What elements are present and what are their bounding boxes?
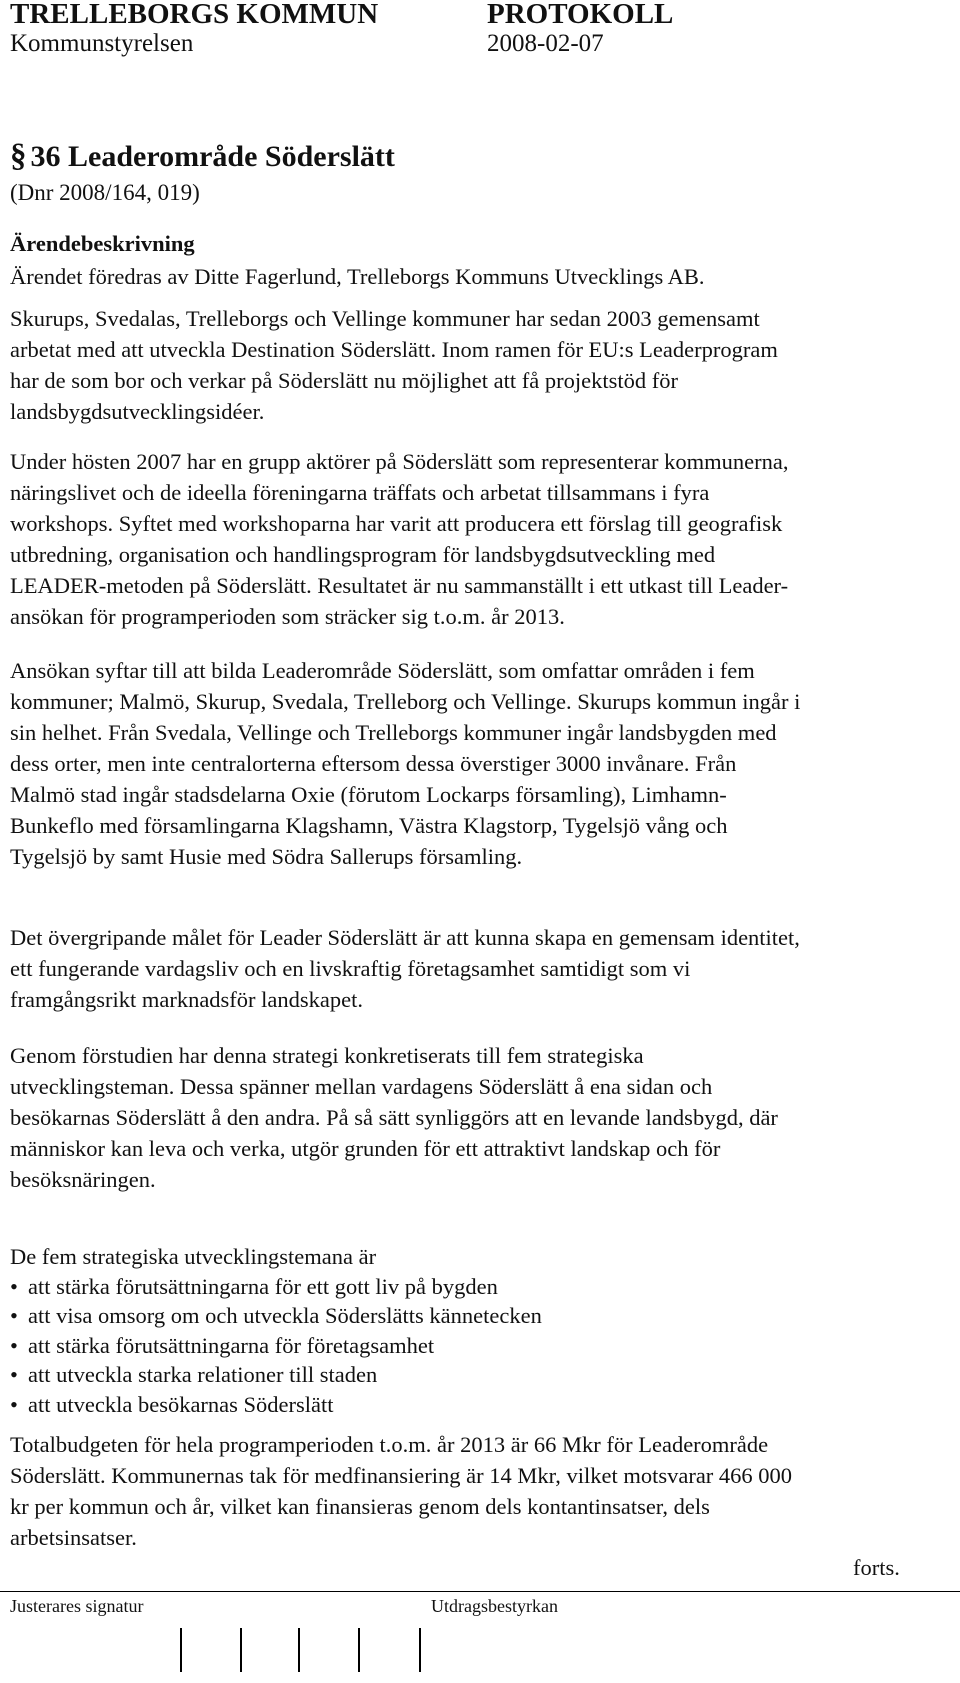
list-item: • att visa omsorg om och utveckla Söderslätts kännetecken <box>10 1301 542 1331</box>
paragraph-line: ett fungerande vardagsliv och en livskraftig företagsamhet samtidigt som vi <box>10 956 691 981</box>
paragraph-line: Tygelsjö by samt Husie med Södra Sallerups församling. <box>10 844 523 869</box>
section-title: 36 Leaderområde Söderslätt <box>30 140 395 173</box>
paragraph-strategy <box>10 1040 940 1195</box>
paragraph-line: framgångsrikt marknadsför landskapet. <box>10 987 364 1012</box>
themes-list <box>10 1242 542 1420</box>
paragraph-line: ansökan för programperioden som sträcker sig t.o.m. år 2013. <box>10 604 565 629</box>
paragraph-line: sin helhet. Från Svedala, Vellinge och Trelleborgs kommuner ingår landsbygden med <box>10 720 777 745</box>
themes-intro: De fem strategiska utvecklingstemana är <box>10 1244 377 1269</box>
case-description <box>10 227 940 293</box>
paragraph-area <box>10 655 940 872</box>
paragraph-line: Genom förstudien har denna strategi konkretiserats till fem strategiska <box>10 1043 644 1068</box>
signature-box-divider <box>240 1628 242 1672</box>
paragraph-line: besökarnas Söderslätt å den andra. På så sätt synliggörs att en levande landsbygd, där <box>10 1105 778 1130</box>
meeting-date: 2008-02-07 <box>487 30 604 57</box>
signature-label: Justerares signatur <box>10 1596 144 1616</box>
paragraph-line: Ansökan syftar till att bilda Leaderområde Söderslätt, som omfattar områden i fem <box>10 658 755 683</box>
paragraph-line: Det övergripande målet för Leader Söderslätt är att kunna skapa en gemensam identitet, <box>10 925 800 950</box>
signature-box-divider <box>180 1628 182 1672</box>
org-name: TRELLEBORGS KOMMUN <box>10 0 379 30</box>
diary-number: (Dnr 2008/164, 019) <box>10 180 200 205</box>
bullet: • <box>10 1391 18 1417</box>
continued-note: forts. <box>853 1555 900 1580</box>
paragraph-line: människor kan leva och verka, utgör grunden för ett attraktivt landskap och för <box>10 1136 721 1161</box>
paragraph-line: workshops. Syftet med workshoparna har varit att producera ett förslag till geografisk <box>10 511 783 536</box>
list-item: • att utveckla besökarnas Söderslätt <box>10 1390 542 1420</box>
paragraph-goal <box>10 922 940 1015</box>
section-heading <box>10 138 395 175</box>
paragraph-line: har de som bor och verkar på Söderslätt nu möjlighet att få projektstöd för <box>10 368 678 393</box>
subheading-arendebeskrivning: Ärendebeskrivning <box>10 231 195 256</box>
paragraph-line: Ärendet föredras av Ditte Fagerlund, Trelleborgs Kommuns Utvecklings AB. <box>10 264 705 289</box>
paragraph-line: utbredning, organisation och handlingsprogram för landsbygdsutveckling med <box>10 542 716 567</box>
list-item: • att stärka förutsättningarna för företagsamhet <box>10 1331 542 1361</box>
signature-box-divider <box>298 1628 300 1672</box>
paragraph-line: arbetsinsatser. <box>10 1525 137 1550</box>
certification-label: Utdragsbestyrkan <box>431 1596 558 1616</box>
section-mark: § <box>10 138 27 174</box>
paragraph-line: arbetat med att utveckla Destination Söderslätt. Inom ramen för EU:s Leaderprogram <box>10 337 778 362</box>
bullet: • <box>10 1332 18 1358</box>
paragraph-workshops <box>10 446 940 632</box>
paragraph-line: Malmö stad ingår stadsdelarna Oxie (förutom Lockarps församling), Limhamn- <box>10 782 727 807</box>
signature-box-divider <box>419 1628 421 1672</box>
paragraph-intro <box>10 303 940 427</box>
paragraph-line: Bunkeflo med församlingarna Klagshamn, Västra Klagstorp, Tygelsjö vång och <box>10 813 728 838</box>
paragraph-line: dess orter, men inte centralorterna eftersom dessa överstiger 3000 invånare. Från <box>10 751 737 776</box>
paragraph-line: kr per kommun och år, vilket kan finansieras genom dels kontantinsatser, dels <box>10 1494 710 1519</box>
paragraph-line: utvecklingsteman. Dessa spänner mellan vardagens Söderslätt å ena sidan och <box>10 1074 713 1099</box>
paragraph-line: näringslivet och de ideella föreningarna träffats och arbetat tillsammans i fyra <box>10 480 710 505</box>
paragraph-line: besöksnäringen. <box>10 1167 156 1192</box>
committee-name: Kommunstyrelsen <box>10 30 194 57</box>
paragraph-line: Under hösten 2007 har en grupp aktörer på Söderslätt som representerar kommunerna, <box>10 449 789 474</box>
list-item: • att utveckla starka relationer till staden <box>10 1360 542 1390</box>
paragraph-line: Totalbudgeten för hela programperioden t.o.m. år 2013 är 66 Mkr för Leaderområde <box>10 1432 769 1457</box>
bullet: • <box>10 1303 18 1329</box>
doc-type: PROTOKOLL <box>487 0 674 30</box>
bullet: • <box>10 1273 18 1299</box>
list-item: • att stärka förutsättningarna för ett gott liv på bygden <box>10 1272 542 1302</box>
paragraph-line: Söderslätt. Kommunernas tak för medfinansiering är 14 Mkr, vilket motsvarar 466 000 <box>10 1463 793 1488</box>
signature-box-divider <box>358 1628 360 1672</box>
paragraph-line: landsbygdsutvecklingsidéer. <box>10 399 265 424</box>
paragraph-line: Skurups, Svedalas, Trelleborgs och Vellinge kommuner har sedan 2003 gemensamt <box>10 306 760 331</box>
paragraph-line: LEADER-metoden på Söderslätt. Resultatet är nu sammanställt i ett utkast till Leader- <box>10 573 789 598</box>
footer-rule <box>0 1591 960 1592</box>
paragraph-line: kommuner; Malmö, Skurup, Svedala, Trelleborg och Vellinge. Skurups kommun ingår i <box>10 689 801 714</box>
paragraph-budget <box>10 1429 940 1553</box>
bullet: • <box>10 1362 18 1388</box>
